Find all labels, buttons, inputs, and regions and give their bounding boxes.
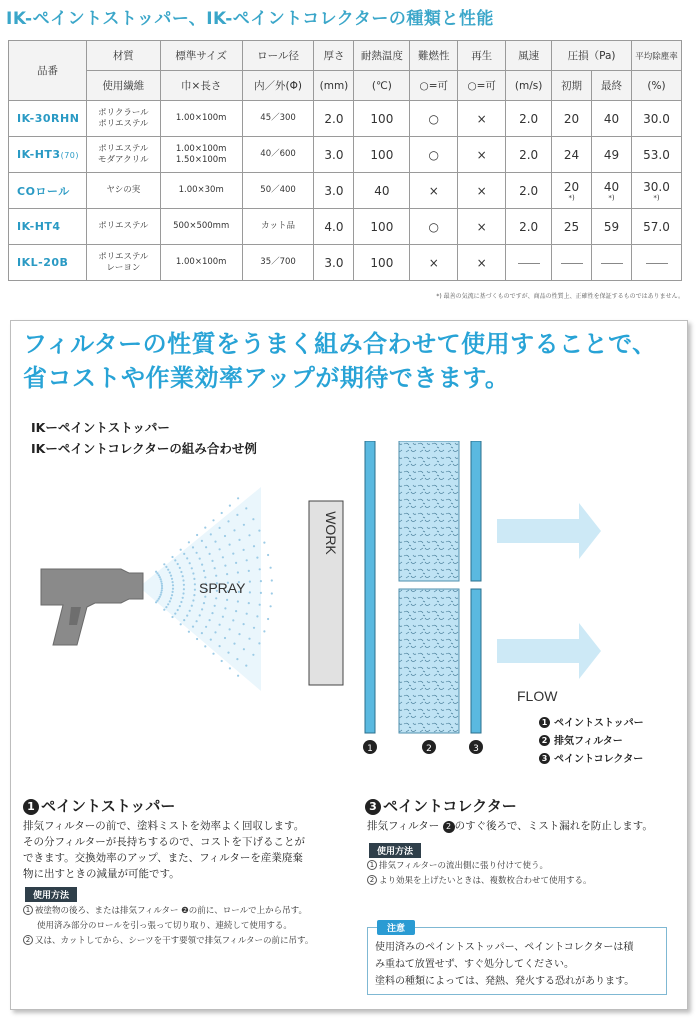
empty-dash bbox=[601, 263, 623, 264]
stopper-body-line-2: その分フィルターが長持ちするので、コストを下げることが bbox=[23, 836, 306, 848]
combination-panel bbox=[10, 320, 688, 1010]
col-header-heat: 耐熱温度 bbox=[354, 41, 410, 71]
combination-diagram bbox=[11, 441, 687, 761]
cell-pressure-initial-text: 24 bbox=[563, 147, 580, 162]
filter-number-3-text: 3 bbox=[473, 744, 479, 754]
table-row bbox=[9, 137, 682, 173]
collector-step-1-text: 排気フィルターの流出側に張り付けて使う。 bbox=[379, 861, 548, 871]
legend-item-3 bbox=[539, 751, 644, 769]
cell-recycle bbox=[458, 245, 506, 281]
col-subheader-flame: ○=可 bbox=[410, 71, 458, 101]
cell-thickness bbox=[314, 173, 354, 209]
col-header-material: 材質 bbox=[86, 41, 160, 71]
col-subheader-roll: 内／外(Φ) bbox=[242, 71, 314, 101]
cell-flame bbox=[410, 209, 458, 245]
part-number-text: IKL-20B bbox=[17, 256, 69, 269]
cell-roll bbox=[242, 209, 314, 245]
fiber-line: ポリクラール bbox=[97, 107, 149, 118]
stopper-step-2 bbox=[23, 934, 313, 949]
headline-line-1: フィルターの性質をうまく組み合わせて使用することで、 bbox=[23, 330, 657, 358]
collector-section-title bbox=[365, 795, 517, 816]
cell-heat bbox=[354, 137, 410, 173]
col-header-size: 標準サイズ bbox=[160, 41, 242, 71]
table-row bbox=[9, 101, 682, 137]
cell-flame bbox=[410, 101, 458, 137]
table-row bbox=[9, 209, 682, 245]
cell-dust-rate bbox=[632, 245, 682, 281]
col-subheader-recycle: ○=可 bbox=[458, 71, 506, 101]
cell-fiber bbox=[86, 137, 160, 173]
cell-heat bbox=[354, 245, 410, 281]
size-line: 500×500mm bbox=[173, 221, 230, 231]
cell-recycle bbox=[458, 173, 506, 209]
cell-wind-text: 2.0 bbox=[519, 183, 539, 198]
legend-item-1 bbox=[539, 715, 644, 733]
cell-recycle bbox=[458, 209, 506, 245]
cell-pressure-final bbox=[592, 101, 632, 137]
stopper-step-1 bbox=[23, 904, 313, 919]
part-number-text: IK-HT3 bbox=[17, 148, 61, 161]
cell-pressure-initial-text: 20 bbox=[563, 179, 580, 194]
col-header-part: 品番 bbox=[9, 41, 87, 101]
cell-pressure-final-text: 49 bbox=[603, 147, 620, 162]
legend-number-3: 3 bbox=[539, 753, 550, 764]
stopper-step-1-text: 被塗物の後ろ、または排気フィルター ❷の前に、ロールで上から吊す。 bbox=[35, 906, 307, 916]
cell-pressure-initial-text: 25 bbox=[563, 219, 580, 234]
col-subheader-wind: (m/s) bbox=[506, 71, 552, 101]
stopper-body-line-4: 物に出すときの減量が可能です。 bbox=[23, 868, 180, 880]
cell-wind bbox=[506, 209, 552, 245]
collector-step-2-text: より効果を上げたいときは、複数枚合わせて使用する。 bbox=[379, 876, 592, 886]
spec-table bbox=[8, 40, 682, 281]
empty-dash bbox=[518, 263, 540, 264]
cell-pressure-initial-text: 20 bbox=[563, 111, 580, 126]
stopper-steps bbox=[23, 904, 313, 949]
part-number-text: IK-HT4 bbox=[17, 220, 61, 233]
fiber-line: ポリエステル bbox=[98, 251, 149, 262]
cell-size bbox=[160, 245, 242, 281]
cell-dust-rate-text: 30.0 bbox=[643, 179, 670, 194]
heat-text: 100 bbox=[370, 219, 394, 234]
roll-text: 45／300 bbox=[260, 113, 296, 123]
cell-wind-text: 2.0 bbox=[519, 111, 539, 126]
cell-fiber bbox=[86, 245, 160, 281]
stopper-step-2-number: 2 bbox=[23, 935, 33, 945]
cell-wind-text: 2.0 bbox=[519, 219, 539, 234]
cell-part-number bbox=[9, 245, 87, 281]
fiber-line: ポリエステル bbox=[98, 118, 149, 129]
legend-label-3: ペイントコレクター bbox=[554, 754, 644, 765]
cell-wind bbox=[506, 101, 552, 137]
part-number-note: (70) bbox=[60, 151, 80, 160]
accuracy-mark: *) bbox=[608, 193, 615, 202]
col-header-pressure: 圧損（Pa) bbox=[552, 41, 632, 71]
cell-dust-rate-text: 57.0 bbox=[643, 219, 670, 234]
size-line: 1.00×100m bbox=[175, 257, 227, 267]
cell-wind bbox=[506, 245, 552, 281]
cell-fiber bbox=[86, 101, 160, 137]
cell-part-number bbox=[9, 137, 87, 173]
accuracy-mark: *) bbox=[568, 193, 575, 202]
fiber-line: ポリエステル bbox=[98, 221, 149, 231]
cell-pressure-final-text: 59 bbox=[603, 219, 620, 234]
cell-pressure-final-text: 40 bbox=[603, 111, 620, 126]
cell-dust-rate bbox=[632, 209, 682, 245]
cell-thickness bbox=[314, 245, 354, 281]
cell-pressure-final bbox=[592, 173, 632, 209]
cell-pressure-final bbox=[592, 245, 632, 281]
col-header-recycle: 再生 bbox=[458, 41, 506, 71]
paint-collector-filter bbox=[471, 441, 481, 733]
cell-size bbox=[160, 101, 242, 137]
cell-pressure-final-text: 40 bbox=[603, 179, 620, 194]
stopper-method-label: 使用方法 bbox=[25, 887, 77, 902]
recycle-text: × bbox=[476, 147, 487, 162]
accuracy-mark: *) bbox=[653, 193, 660, 202]
thickness-text: 3.0 bbox=[324, 183, 344, 198]
collector-title-text: ペイントコレクター bbox=[383, 797, 517, 815]
size-line: 1.50×100m bbox=[175, 154, 227, 165]
collector-body-number: 2 bbox=[443, 821, 455, 833]
fiber-line: モダアクリル bbox=[97, 154, 149, 165]
size-line: 1.00×100m bbox=[175, 143, 227, 154]
cell-wind bbox=[506, 173, 552, 209]
cell-flame bbox=[410, 245, 458, 281]
legend-item-2 bbox=[539, 733, 644, 751]
cell-pressure-initial bbox=[552, 101, 592, 137]
cell-recycle bbox=[458, 101, 506, 137]
cell-wind-text: 2.0 bbox=[519, 147, 539, 162]
flame-text: × bbox=[428, 183, 439, 198]
table-row bbox=[9, 173, 682, 209]
cell-flame bbox=[410, 173, 458, 209]
legend-label-1: ペイントストッパー bbox=[554, 718, 644, 729]
col-subheader-percent: (%) bbox=[632, 71, 682, 101]
empty-dash bbox=[561, 263, 583, 264]
cell-dust-rate bbox=[632, 173, 682, 209]
exhaust-filter bbox=[399, 441, 459, 733]
thickness-text: 3.0 bbox=[324, 255, 344, 270]
table-body bbox=[9, 101, 682, 281]
collector-body-pre: 排気フィルター bbox=[367, 820, 443, 832]
size-line: 1.00×100m bbox=[175, 113, 227, 123]
work-block bbox=[309, 501, 343, 685]
filter-number-1 bbox=[363, 740, 377, 754]
cell-pressure-final bbox=[592, 209, 632, 245]
cell-wind bbox=[506, 137, 552, 173]
recycle-text: × bbox=[476, 255, 487, 270]
stopper-description bbox=[23, 818, 305, 882]
collector-step-2-number: 2 bbox=[367, 875, 377, 885]
cell-fiber bbox=[86, 173, 160, 209]
caution-text bbox=[375, 939, 634, 990]
cell-thickness bbox=[314, 101, 354, 137]
stopper-body-line-3: できます。交換効率のアップ、また、フィルターを産業廃棄 bbox=[23, 852, 303, 864]
flame-text: × bbox=[428, 255, 439, 270]
flow-arrow-lower bbox=[497, 623, 601, 679]
filter-number-3 bbox=[469, 740, 483, 754]
roll-text: 35／700 bbox=[260, 257, 296, 267]
cell-dust-rate bbox=[632, 101, 682, 137]
spray-label: SPRAY bbox=[199, 580, 246, 596]
headline bbox=[23, 327, 657, 395]
cell-size bbox=[160, 137, 242, 173]
cell-thickness bbox=[314, 137, 354, 173]
col-subheader-heat: (℃) bbox=[354, 71, 410, 101]
diagram-legend bbox=[539, 715, 644, 769]
legend-number-1: 1 bbox=[539, 717, 550, 728]
thickness-text: 3.0 bbox=[324, 147, 344, 162]
col-header-roll: ロール径 bbox=[242, 41, 314, 71]
collector-step-1-number: 1 bbox=[367, 860, 377, 870]
cell-pressure-initial bbox=[552, 209, 592, 245]
flow-label: FLOW bbox=[517, 688, 558, 704]
stopper-section-title bbox=[23, 795, 175, 816]
col-subheader-thickness: (mm) bbox=[314, 71, 354, 101]
cell-fiber bbox=[86, 209, 160, 245]
cell-roll bbox=[242, 137, 314, 173]
stopper-number: 1 bbox=[23, 799, 39, 815]
thickness-text: 2.0 bbox=[324, 111, 344, 126]
thickness-text: 4.0 bbox=[324, 219, 344, 234]
stopper-body-line-1: 排気フィルターの前で、塗料ミストを効率よく回収します。 bbox=[23, 820, 305, 832]
collector-description bbox=[367, 818, 653, 834]
cell-size bbox=[160, 173, 242, 209]
heat-text: 40 bbox=[374, 183, 390, 198]
headline-line-2: 省コストや作業効率アップが期待できます。 bbox=[23, 364, 510, 392]
caution-line-2: み重ねて放置せず、すぐ処分してください。 bbox=[375, 959, 574, 970]
col-subheader-size: 巾×長さ bbox=[160, 71, 242, 101]
filter-number-1-text: 1 bbox=[367, 744, 373, 754]
filter-number-2-text: 2 bbox=[426, 744, 432, 754]
table-header-row-bottom bbox=[9, 71, 682, 101]
part-number-text: IK-30RHN bbox=[17, 112, 80, 125]
col-header-wind: 風速 bbox=[506, 41, 552, 71]
cell-pressure-initial bbox=[552, 173, 592, 209]
caution-label: 注意 bbox=[377, 920, 415, 935]
recycle-text: × bbox=[476, 111, 487, 126]
cell-heat bbox=[354, 173, 410, 209]
cell-size bbox=[160, 209, 242, 245]
col-subheader-initial: 初期 bbox=[552, 71, 592, 101]
cell-dust-rate-text: 53.0 bbox=[643, 147, 670, 162]
cell-dust-rate-text: 30.0 bbox=[643, 111, 670, 126]
collector-step-1 bbox=[367, 859, 592, 874]
empty-dash bbox=[646, 263, 668, 264]
legend-label-2: 排気フィルター bbox=[554, 736, 623, 747]
heat-text: 100 bbox=[370, 255, 394, 270]
col-subheader-fiber: 使用繊維 bbox=[86, 71, 160, 101]
work-label: WORK bbox=[323, 511, 339, 555]
roll-text: 50／400 bbox=[260, 185, 296, 195]
caution-line-1: 使用済みのペイントストッパー、ペイントコレクターは積 bbox=[375, 942, 634, 953]
recycle-text: × bbox=[476, 183, 487, 198]
col-header-flame: 難燃性 bbox=[410, 41, 458, 71]
heat-text: 100 bbox=[370, 147, 394, 162]
cell-roll bbox=[242, 101, 314, 137]
cell-flame bbox=[410, 137, 458, 173]
stopper-step-1-number: 1 bbox=[23, 905, 33, 915]
cell-roll bbox=[242, 173, 314, 209]
flame-text: ○ bbox=[428, 219, 440, 234]
cell-heat bbox=[354, 101, 410, 137]
stopper-step-2-text: 又は、カットしてから、シーツを干す要領で排気フィルターの前に吊す。 bbox=[35, 936, 314, 946]
flow-arrow-upper bbox=[497, 503, 601, 559]
example-title-line-1: IKーペイントストッパー bbox=[31, 420, 170, 435]
cell-thickness bbox=[314, 209, 354, 245]
cell-pressure-initial bbox=[552, 137, 592, 173]
cell-recycle bbox=[458, 137, 506, 173]
flame-text: ○ bbox=[428, 111, 440, 126]
cell-dust-rate bbox=[632, 137, 682, 173]
example-title-line-2: IKーペイントコレクターの組み合わせ例 bbox=[31, 441, 257, 456]
page-title: IK-ペイントストッパー、IK-ペイントコレクターの種類と性能 bbox=[6, 9, 494, 29]
spray-gun-icon bbox=[41, 569, 143, 645]
cell-pressure-initial bbox=[552, 245, 592, 281]
cell-heat bbox=[354, 209, 410, 245]
roll-text: 40／600 bbox=[260, 149, 296, 159]
legend-number-2: 2 bbox=[539, 735, 550, 746]
collector-number: 3 bbox=[365, 799, 381, 815]
fiber-line: レーヨン bbox=[106, 262, 141, 273]
size-line: 1.00×30m bbox=[178, 185, 224, 195]
cell-part-number bbox=[9, 101, 87, 137]
roll-text: カット品 bbox=[261, 221, 296, 231]
col-subheader-final: 最終 bbox=[592, 71, 632, 101]
cell-roll bbox=[242, 245, 314, 281]
filter-number-2 bbox=[422, 740, 436, 754]
collector-steps bbox=[367, 859, 592, 889]
stopper-step-1-continued: 使用済み部分のロールを引っ張って切り取り、連続して使用する。 bbox=[37, 921, 292, 931]
heat-text: 100 bbox=[370, 111, 394, 126]
fiber-line: ポリエステル bbox=[98, 143, 149, 154]
stopper-title-text: ペイントストッパー bbox=[41, 797, 176, 815]
recycle-text: × bbox=[476, 219, 487, 234]
part-number-text: COロール bbox=[17, 184, 70, 198]
table-footnote: *) 最善の気流に基づくものですが、商品の性質上、正確性を保証するものではありません。 bbox=[436, 293, 684, 300]
collector-method-label: 使用方法 bbox=[369, 843, 421, 858]
fiber-line: ヤシの実 bbox=[106, 185, 141, 195]
table-header-row-top bbox=[9, 41, 682, 71]
cell-part-number bbox=[9, 173, 87, 209]
col-header-rate: 平均除塵率 bbox=[632, 41, 682, 71]
cell-part-number bbox=[9, 209, 87, 245]
table-row bbox=[9, 245, 682, 281]
collector-step-2 bbox=[367, 874, 592, 889]
col-header-thickness: 厚さ bbox=[314, 41, 354, 71]
paint-stopper-filter bbox=[365, 441, 375, 733]
collector-body-post: のすぐ後ろで、ミスト漏れを防止します。 bbox=[454, 820, 653, 832]
flame-text: ○ bbox=[428, 147, 440, 162]
cell-pressure-final bbox=[592, 137, 632, 173]
caution-line-3: 塗料の種類によっては、発熱、発火する恐れがあります。 bbox=[375, 976, 635, 987]
